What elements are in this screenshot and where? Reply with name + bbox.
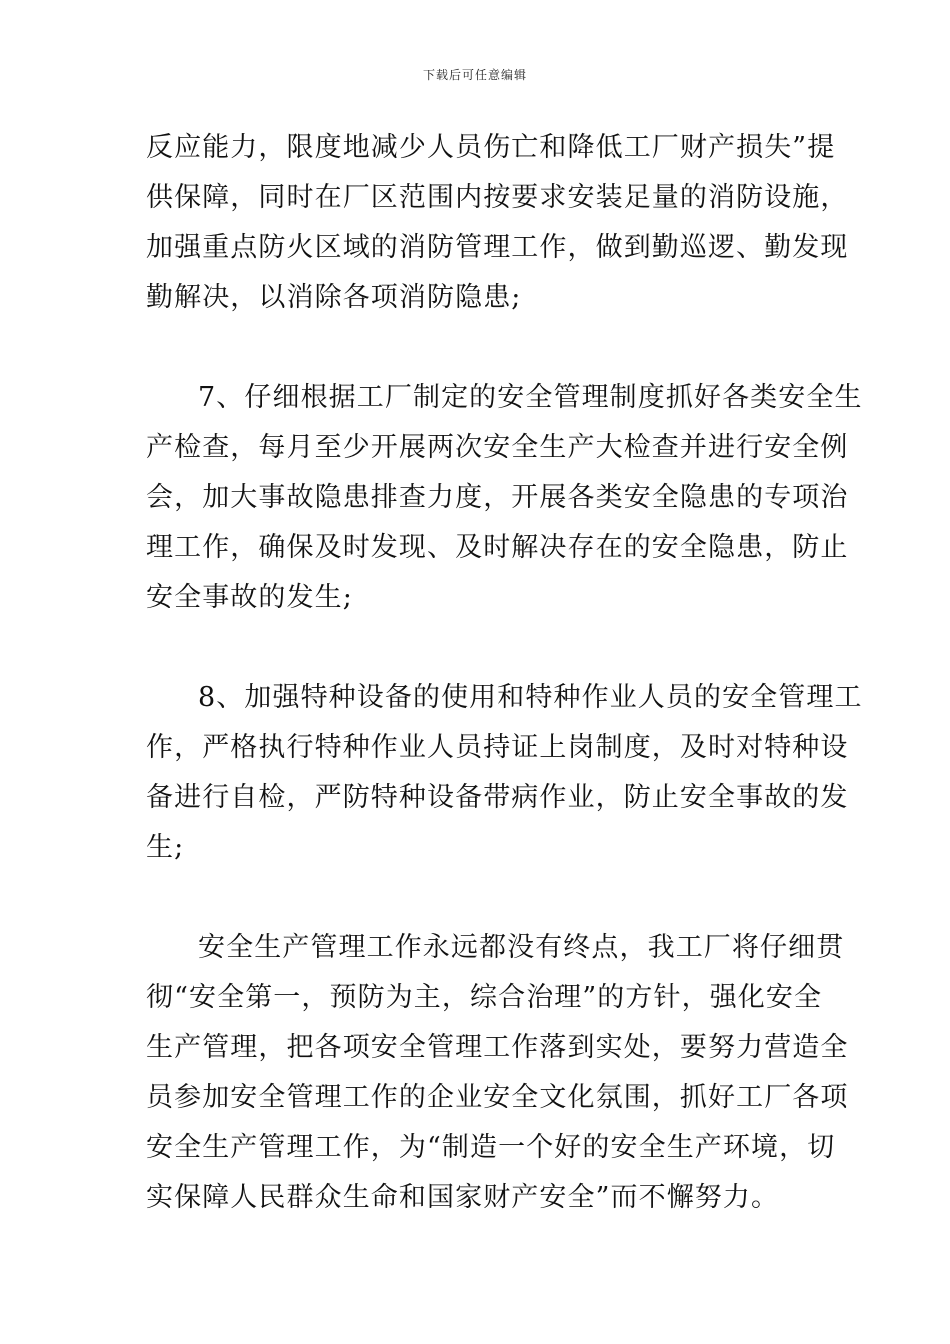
paragraph-line: 作，严格执行特种作业人员持证上岗制度，及时对特种设 [146, 732, 849, 763]
paragraph-2 [146, 373, 863, 623]
paragraph-line: 勤解决，以消除各项消防隐患; [146, 282, 522, 313]
paragraph-line: 会，加大事故隐患排查力度，开展各类安全隐患的专项治 [146, 482, 849, 513]
paragraph-line: 安全事故的发生; [146, 582, 353, 613]
paragraph-line: 供保障，同时在厂区范围内按要求安装足量的消防设施， [146, 182, 849, 213]
paragraph-gap [146, 323, 810, 373]
paragraph-line: 备进行自检，严防特种设备带病作业，防止安全事故的发 [146, 782, 849, 813]
paragraph-3 [146, 673, 863, 873]
paragraph-line: 加强重点防火区域的消防管理工作，做到勤巡逻、勤发现 [146, 232, 849, 263]
paragraph-line: 7、仔细根据工厂制定的安全管理制度抓好各类安全生 [198, 382, 863, 413]
paragraph-line: 8、加强特种设备的使用和特种作业人员的安全管理工 [198, 682, 863, 713]
paragraph-1 [146, 123, 849, 323]
paragraph-line: 反应能力，限度地减少人员伤亡和降低工厂财产损失”提 [146, 132, 836, 163]
paragraph-gap [146, 873, 810, 923]
paragraph-line: 产检查，每月至少开展两次安全生产大检查并进行安全例 [146, 432, 849, 463]
paragraph-line: 彻“安全第一，预防为主，综合治理”的方针，强化安全 [146, 982, 823, 1013]
paragraph-line: 员参加安全管理工作的企业安全文化氛围，抓好工厂各项 [146, 1082, 849, 1113]
document-body [146, 123, 863, 1223]
paragraph-line: 安全生产管理工作，为“制造一个好的安全生产环境，切 [146, 1132, 836, 1163]
paragraph-line: 理工作，确保及时发现、及时解决存在的安全隐患，防止 [146, 532, 849, 563]
paragraph-gap [146, 623, 810, 673]
paragraph-line: 生产管理，把各项安全管理工作落到实处，要努力营造全 [146, 1032, 849, 1063]
paragraph-line: 生; [146, 832, 185, 863]
header-note: 下载后可任意编辑 [422, 68, 527, 82]
paragraph-4 [146, 923, 849, 1223]
paragraph-line: 安全生产管理工作永远都没有终点，我工厂将仔细贯 [198, 932, 845, 963]
paragraph-line: 实保障人民群众生命和国家财产安全”而不懈努力。 [146, 1182, 780, 1213]
